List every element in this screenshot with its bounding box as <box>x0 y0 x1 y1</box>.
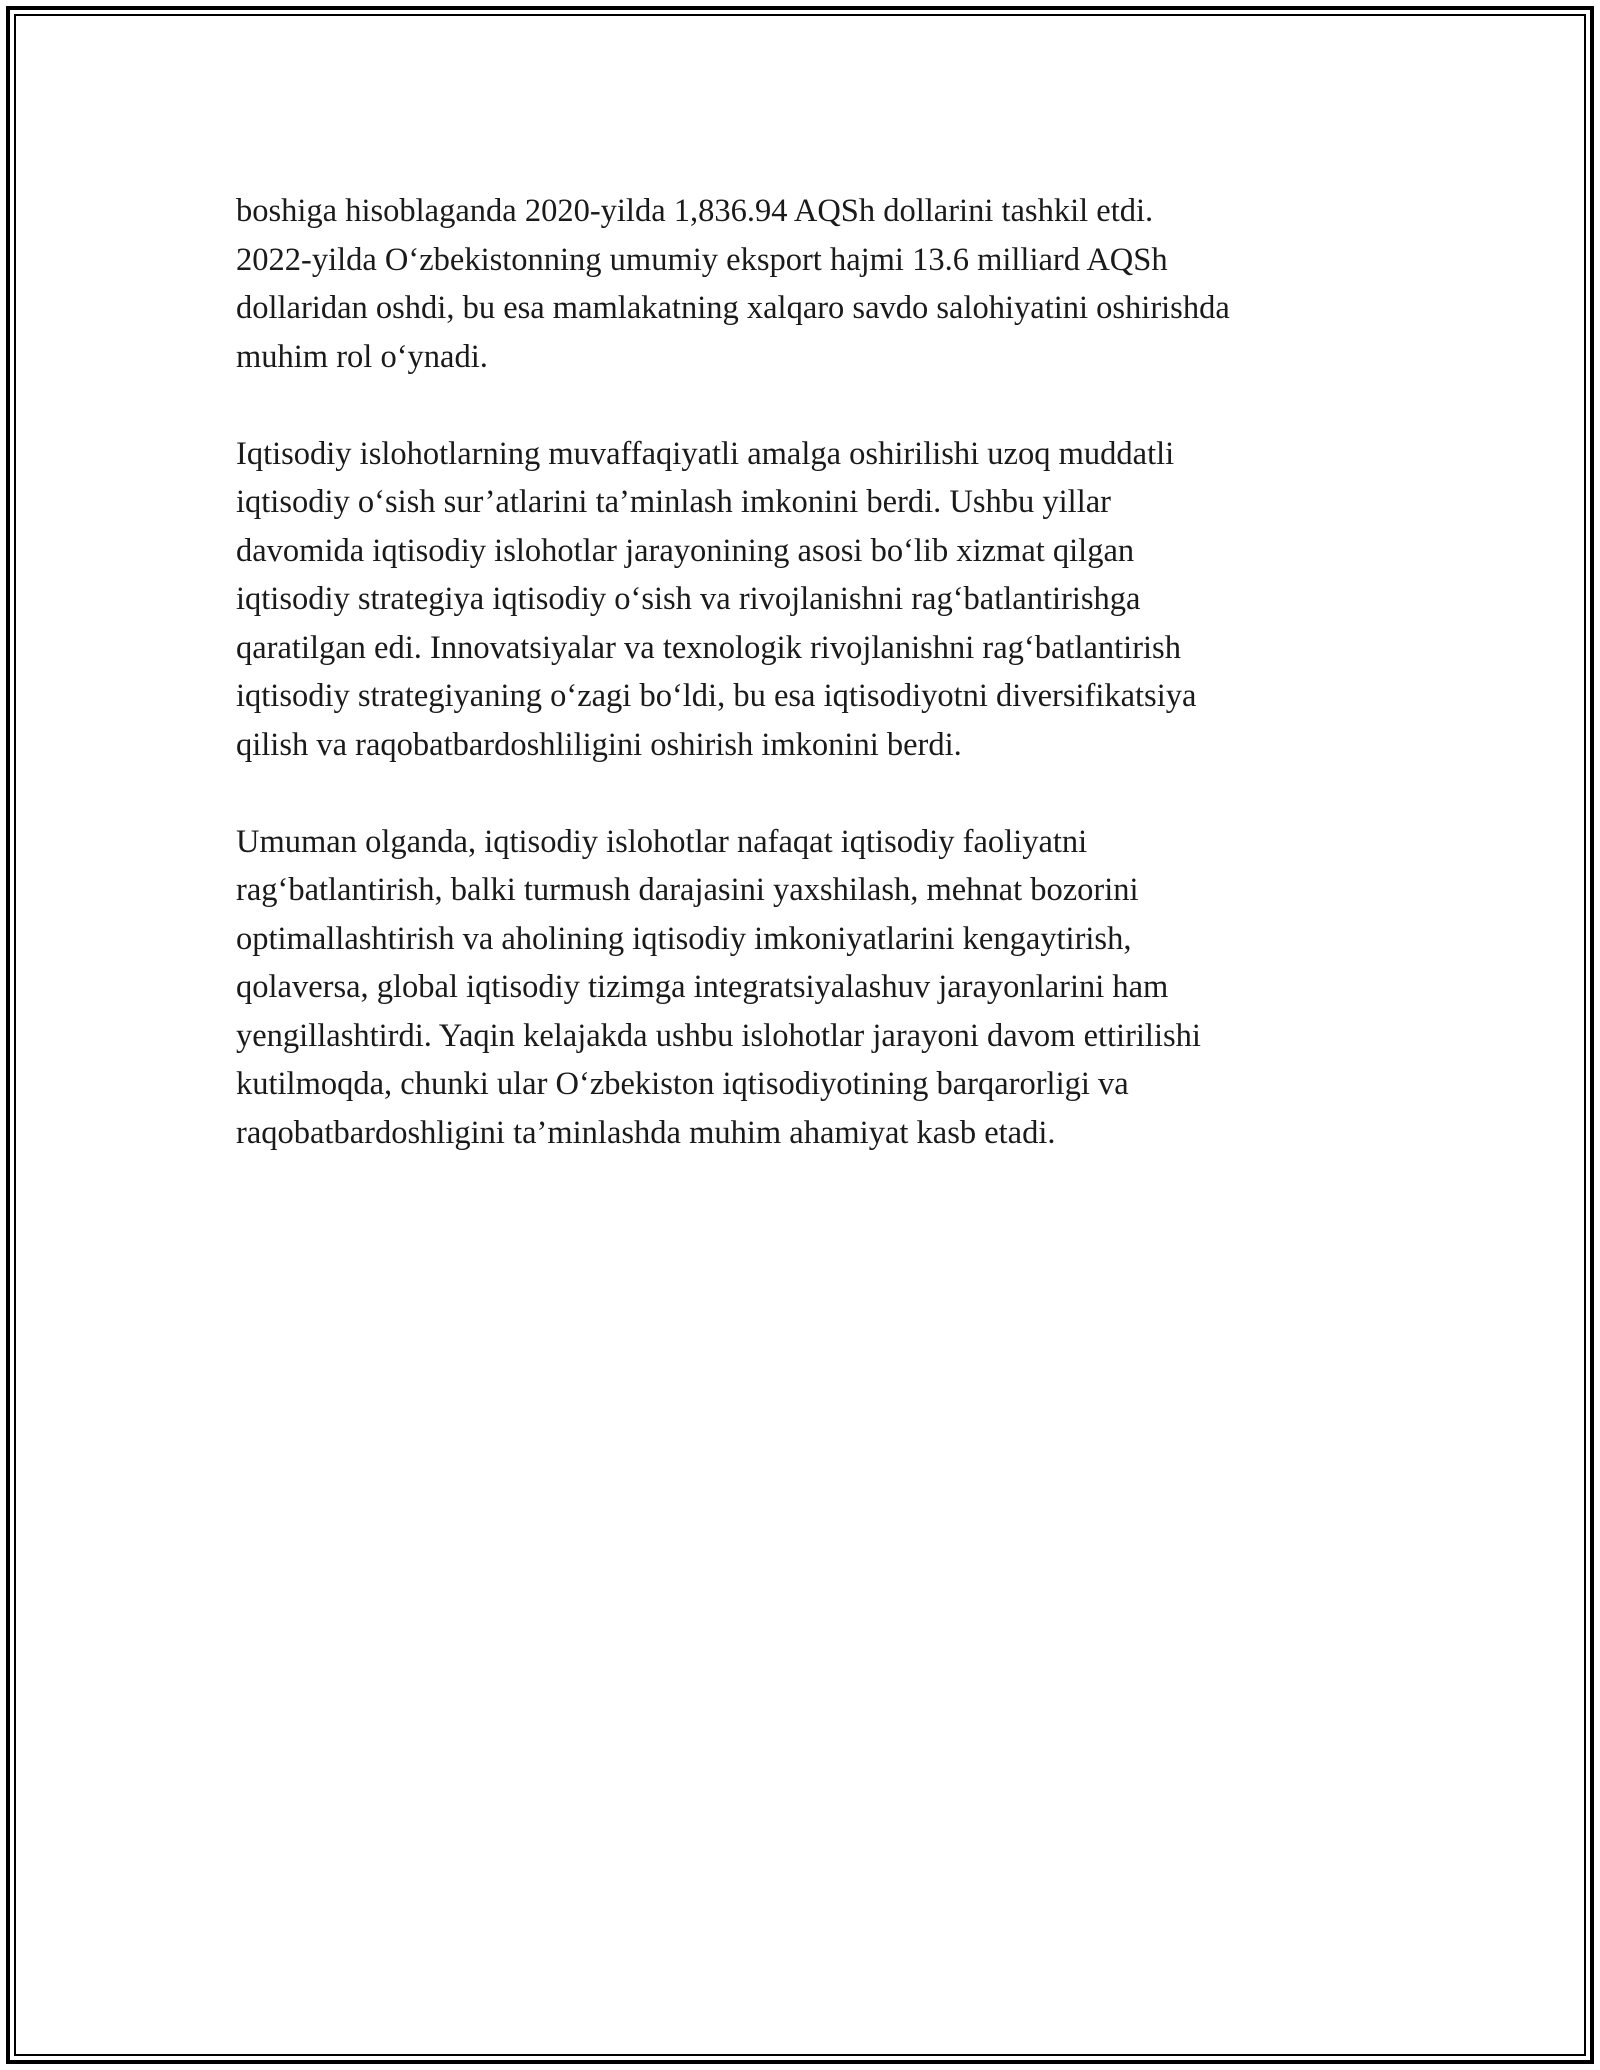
text-line: iqtisodiy strategiyaning o‘zagi bo‘ldi, bu esa iqtisodiyotni diversifikatsiya <box>236 678 1197 714</box>
paragraph-2 <box>236 430 1396 770</box>
text-line: Iqtisodiy islohotlarning muvaffaqiyatli amalga oshirilishi uzoq muddatli <box>236 435 1175 472</box>
text-line: Umuman olganda, iqtisodiy islohotlar nafaqat iqtisodiy faoliyatni <box>236 823 1088 860</box>
text-line: boshiga hisoblaganda 2020-yilda 1,836.94 AQSh dollarini tashkil etdi. <box>236 193 1154 229</box>
document-body <box>236 187 1396 1206</box>
paragraph-3 <box>236 818 1396 1158</box>
text-line: qolaversa, global iqtisodiy tizimga integratsiyalashuv jarayonlarini ham <box>236 969 1169 1005</box>
text-line: davomida iqtisodiy islohotlar jarayonining asosi bo‘lib xizmat qilgan <box>236 532 1135 569</box>
paragraph-1 <box>236 187 1396 381</box>
text-line: iqtisodiy o‘sish sur’atlarini ta’minlash imkonini berdi. Ushbu yillar <box>236 484 1111 520</box>
text-line: yengillashtirdi. Yaqin kelajakda ushbu islohotlar jarayoni davom ettirilishi <box>236 1017 1201 1054</box>
text-line: optimallashtirish va aholining iqtisodiy imkoniyatlarini kengaytirish, <box>236 920 1132 957</box>
text-line: kutilmoqda, chunki ular O‘zbekiston iqtisodiyotining barqarorligi va <box>236 1066 1129 1102</box>
text-line: qilish va raqobatbardoshliligini oshirish imkonini berdi. <box>236 726 962 763</box>
text-line: raqobatbardoshligini ta’minlashda muhim ahamiyat kasb etadi. <box>236 1114 1056 1151</box>
text-line: dollaridan oshdi, bu esa mamlakatning xalqaro savdo salohiyatini oshirishda <box>236 290 1230 326</box>
text-line: muhim rol o‘ynadi. <box>236 338 488 375</box>
text-line: rag‘batlantirish, balki turmush darajasini yaxshilash, mehnat bozorini <box>236 872 1139 908</box>
text-line: 2022-yilda O‘zbekistonning umumiy eksport hajmi 13.6 milliard AQSh <box>236 241 1168 278</box>
text-line: iqtisodiy strategiya iqtisodiy o‘sish va rivojlanishni rag‘batlantirishga <box>236 581 1141 617</box>
text-line: qaratilgan edi. Innovatsiyalar va texnologik rivojlanishni rag‘batlantirish <box>236 629 1181 666</box>
